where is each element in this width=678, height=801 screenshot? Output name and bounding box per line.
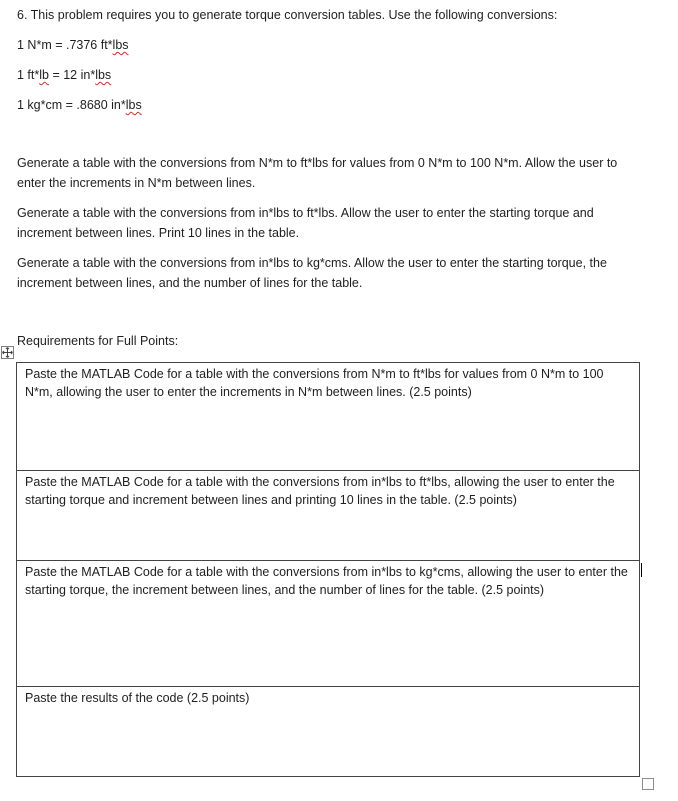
problem-heading: 6. This problem requires you to generate torque conversion tables. Use the following conversions: xyxy=(17,8,558,22)
table-row xyxy=(17,561,640,687)
move-arrows-icon[interactable] xyxy=(1,346,14,359)
conversion-line-2: 1 ft*lb = 12 in*lbs xyxy=(17,68,112,82)
table-row xyxy=(17,471,640,561)
task-paragraph-2: Generate a table with the conversions from in*lbs to ft*lbs. Allow the user to enter the starting torque and increment between lines. Print 10 lines in the table. xyxy=(17,206,594,240)
text-cursor xyxy=(641,563,642,577)
task-paragraph-1: Generate a table with the conversions from N*m to ft*lbs for values from 0 N*m to 100 N*m. Allow the user to enter the increments in N*m between lines. xyxy=(17,156,618,190)
conversion-line-1: 1 N*m = .7376 ft*lbs xyxy=(17,38,129,52)
requirements-table xyxy=(16,362,640,777)
requirements-title: Requirements for Full Points: xyxy=(17,334,179,348)
conversion-line-3: 1 kg*cm = .8680 in*lbs xyxy=(17,98,142,112)
resize-square-icon[interactable] xyxy=(642,778,654,790)
requirement-cell-3[interactable]: Paste the MATLAB Code for a table with the conversions from in*lbs to kg*cms, allowing the user to enter the starting torque, the increment between lines, and the number of lines for the table. (2.5 points) xyxy=(17,561,640,687)
requirement-cell-2[interactable]: Paste the MATLAB Code for a table with the conversions from in*lbs to ft*lbs, allowing the user to enter the starting torque and increment between lines and printing 10 lines in the table. (2.5 points) xyxy=(17,471,640,561)
requirement-cell-1[interactable]: Paste the MATLAB Code for a table with the conversions from N*m to ft*lbs for values from 0 N*m to 100 N*m, allowing the user to enter the increments in N*m between lines. (2.5 points) xyxy=(17,363,640,471)
table-row xyxy=(17,363,640,471)
task-paragraph-3: Generate a table with the conversions from in*lbs to kg*cms. Allow the user to enter the starting torque, the increment between lines, and the number of lines for the table. xyxy=(17,256,607,290)
table-row xyxy=(17,687,640,777)
requirement-cell-4[interactable]: Paste the results of the code (2.5 points) xyxy=(17,687,640,777)
